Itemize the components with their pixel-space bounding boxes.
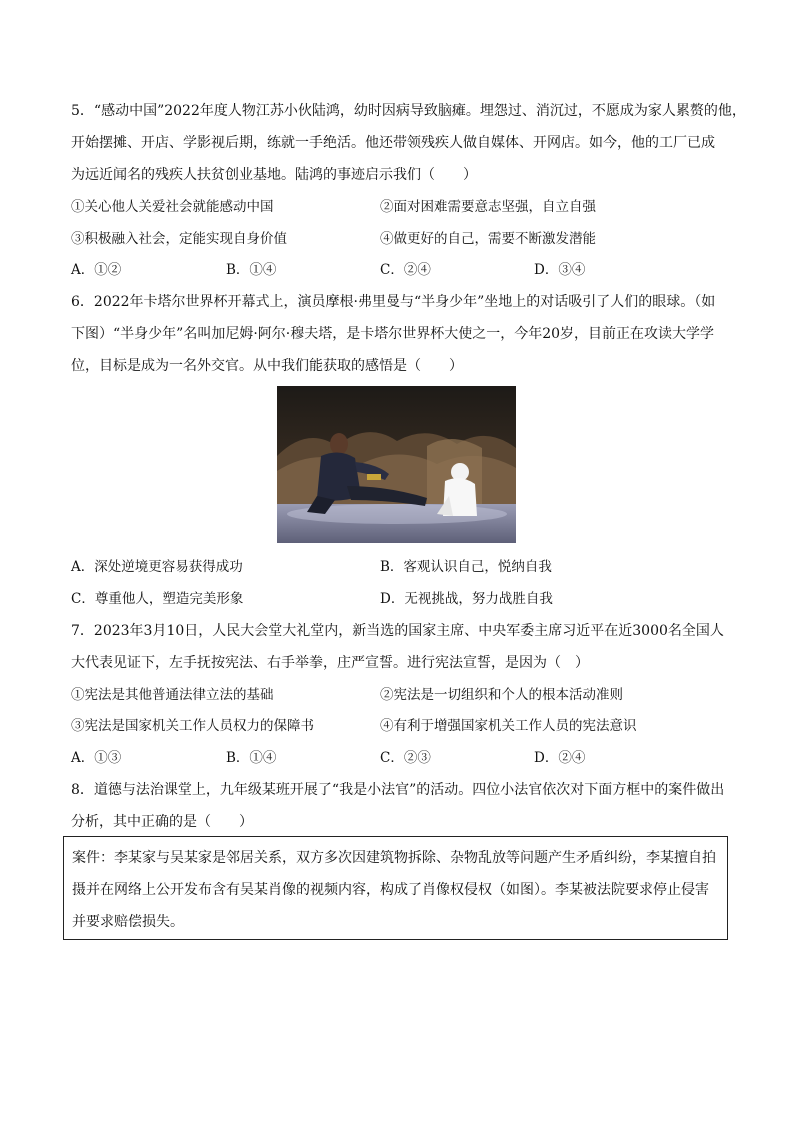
q7-option-a: A．①③ (71, 750, 122, 766)
q5-option-b: B．①④ (226, 262, 277, 278)
q5-option-a: A．①② (71, 262, 122, 278)
q5-statement-1: ①关心他人关爱社会就能感动中国 (71, 199, 274, 215)
q7-stem-line: 7．2023年3月10日，人民大会堂大礼堂内，新当选的国家主席、中央军委主席习近平在近3000名全国人 (71, 623, 724, 639)
case-text-line: 摄并在网络上公开发布含有吴某肖像的视频内容，构成了肖像权侵权（如图）。李某被法院要求停止侵害 (72, 882, 709, 898)
q7-statement-2: ②宪法是一切组织和个人的根本活动准则 (380, 687, 623, 703)
q5-statement-3: ③积极融入社会，定能实现自身价值 (71, 231, 287, 247)
q5-statement-4: ④做更好的自己，需要不断激发潜能 (380, 231, 596, 247)
q7-stem-line: 大代表见证下，左手抚按宪法、右手举拳，庄严宣誓。进行宪法宣誓，是因为（ ） (71, 655, 589, 671)
q5-stem-line: 为远近闻名的残疾人扶贫创业基地。陆鸿的事迹启示我们（ ） (71, 167, 477, 183)
q5-option-c: C．②④ (380, 262, 431, 278)
case-text-line: 并要求赔偿损失。 (72, 914, 184, 930)
q5-stem-line: 开始摆摊、开店、学影视后期，练就一手绝活。他还带领残疾人做自媒体、开网店。如今，他的工厂已成 (71, 135, 715, 151)
q7-statement-1: ①宪法是其他普通法律立法的基础 (71, 687, 274, 703)
q7-option-d: D．②④ (534, 750, 586, 766)
case-box (63, 836, 728, 940)
world-cup-ceremony-photo (277, 386, 516, 543)
q6-option-d: D．无视挑战，努力战胜自我 (380, 591, 553, 607)
q8-stem-line: 分析，其中正确的是（ ） (71, 814, 253, 830)
q6-stem-line: 位，目标是成为一名外交官。从中我们能获取的感悟是（ ） (71, 358, 463, 374)
q7-statement-4: ④有利于增强国家机关工作人员的宪法意识 (380, 718, 637, 734)
q6-option-a: A．深处逆境更容易获得成功 (71, 559, 243, 575)
q7-statement-3: ③宪法是国家机关工作人员权力的保障书 (71, 718, 314, 734)
q5-stem-line: 5．“感动中国”2022年度人物江苏小伙陆鸿，幼时因病导致脑瘫。埋怨过、消沉过，不愿成为家人累赘的他， (71, 103, 746, 119)
q6-option-b: B．客观认识自己，悦纳自我 (380, 559, 552, 575)
q7-option-b: B．①④ (226, 750, 277, 766)
case-text-line: 案件：李某家与吴某家是邻居关系，双方多次因建筑物拆除、杂物乱放等问题产生矛盾纠纷，李某擅自拍 (72, 850, 716, 866)
q6-stem-line: 6．2022年卡塔尔世界杯开幕式上，演员摩根·弗里曼与“半身少年”坐地上的对话吸引了人们的眼球。（如 (71, 294, 716, 310)
q8-stem-line: 8．道德与法治课堂上，九年级某班开展了“我是小法官”的活动。四位小法官依次对下面方框中的案件做出 (71, 782, 725, 798)
q7-option-c: C．②③ (380, 750, 431, 766)
q5-option-d: D．③④ (534, 262, 586, 278)
q5-statement-2: ②面对困难需要意志坚强，自立自强 (380, 199, 596, 215)
q6-option-c: C．尊重他人，塑造完美形象 (71, 591, 244, 607)
q6-stem-line: 下图）“半身少年”名叫加尼姆·阿尔·穆夫塔，是卡塔尔世界杯大使之一，今年20岁，目前正在攻读大学学 (71, 326, 715, 342)
